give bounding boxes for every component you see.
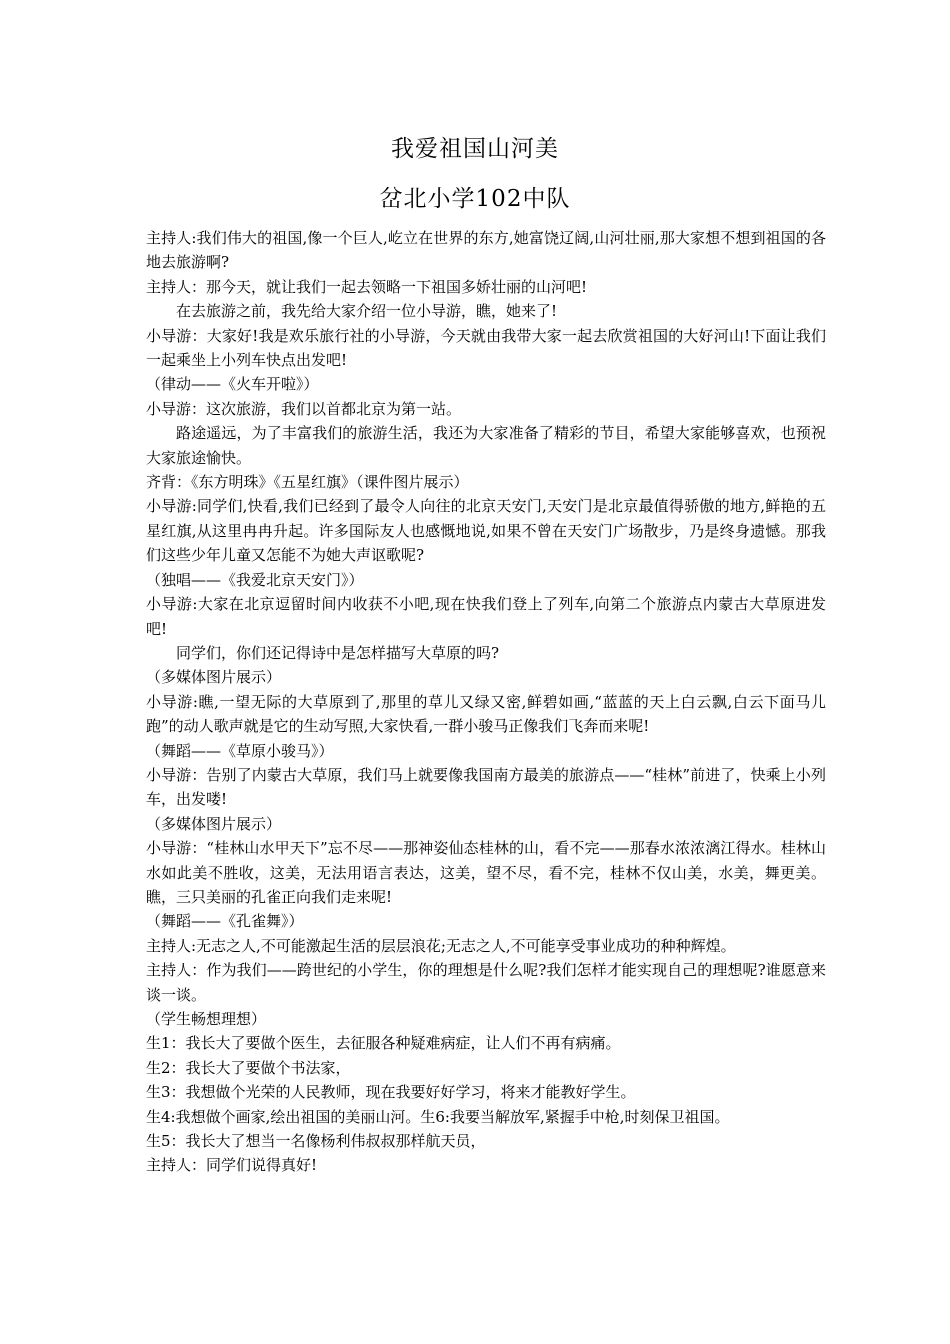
paragraph: 齐背：《东方明珠》《五星红旗》（课件图片展示）: [146, 473, 469, 492]
paragraph: （多媒体图片展示）: [146, 668, 282, 687]
paragraph: 主持人:无志之人,不可能激起生活的层层浪花;无志之人,不可能享受事业成功的种种辉煌。: [146, 936, 736, 955]
paragraph: 小导游：告别了内蒙古大草原，我们马上就要像我国南方最美的旅游点——“桂林”前进了，快乘上小列车，出发喽!: [146, 765, 826, 809]
document-body: [146, 226, 826, 1178]
paragraph: 小导游：大家好!我是欢乐旅行社的小导游，今天就由我带大家一起去欣赏祖国的大好河山!下面让我们一起乘坐上小列车快点出发吧!: [146, 326, 826, 370]
paragraph: （舞蹈——《草原小骏马》）: [146, 741, 334, 760]
document-title: 我爱祖国山河美: [391, 136, 559, 162]
document-subtitle: 岔北小学102中队: [379, 186, 571, 212]
paragraph: 主持人：那今天，就让我们一起去领略一下祖国多娇壮丽的山河吧!: [146, 277, 588, 296]
paragraph: （独唱——《我爱北京天安门》）: [146, 570, 364, 589]
paragraph: 生4:我想做个画家,绘出祖国的美丽山河。生6:我要当解放军,紧握手中枪,时刻保卫祖国。: [146, 1107, 730, 1126]
paragraph: （舞蹈——《孔雀舞》）: [146, 912, 304, 931]
paragraph: 小导游:大家在北京逗留时间内收获不小吧,现在快我们登上了列车,向第二个旅游点内蒙古大草原进发吧!: [146, 595, 826, 638]
paragraph: 小导游：这次旅游，我们以首都北京为第一站。: [146, 399, 462, 418]
paragraph: 小导游:瞧,一望无际的大草原到了,那里的草儿又绿又密,鲜碧如画,“蓝蓝的天上白云飘,白云下面马儿跑”的动人歌声就是它的生动写照,大家快看,一群小骏马正像我们飞奔而来呢!: [146, 692, 826, 736]
paragraph: 生3：我想做个光荣的人民教师，现在我要好好学习，将来才能教好学生。: [146, 1083, 636, 1102]
paragraph: 生5：我长大了想当一名像杨利伟叔叔那样航天员，: [146, 1132, 486, 1151]
paragraph: 小导游：“桂林山水甲天下”忘不尽——那神姿仙态桂林的山，看不完——那春水浓浓漓江得水。桂林山水如此美不胜收，这美，无法用语言表达，这美，望不尽，看不完，桂林不仅山美，水美，舞更美。瞧，三只美丽的孔雀正向我们走来呢!: [146, 839, 826, 906]
paragraph: （多媒体图片展示）: [146, 814, 282, 833]
paragraph: 生1：我长大了要做个医生，去征服各种疑难病症，让人们不再有病痛。: [146, 1034, 621, 1053]
paragraph: 主持人：作为我们——跨世纪的小学生，你的理想是什么呢?我们怎样才能实现自己的理想呢?谁愿意来谈一谈。: [146, 961, 826, 1004]
paragraph: 主持人:我们伟大的祖国,像一个巨人,屹立在世界的东方,她富饶辽阔,山河壮丽,那大家想不想到祖国的各地去旅游啊?: [146, 229, 826, 272]
paragraph: 同学们，你们还记得诗中是怎样描写大草原的吗?: [176, 643, 500, 662]
paragraph: 生2：我长大了要做个书法家，: [146, 1058, 351, 1077]
paragraph: 在去旅游之前，我先给大家介绍一位小导游，瞧，她来了!: [176, 302, 558, 321]
paragraph: 路途遥远，为了丰富我们的旅游生活，我还为大家准备了精彩的节目，希望大家能够喜欢，也预祝大家旅途愉快。: [146, 424, 826, 467]
paragraph: 主持人：同学们说得真好!: [146, 1156, 318, 1175]
paragraph: 小导游:同学们,快看,我们已经到了最令人向往的北京天安门,天安门是北京最值得骄傲的地方,鲜艳的五星红旗,从这里冉冉升起。许多国际友人也感慨地说,如果不曾在天安门广场散步，乃是终身遗憾。那我们这些少年儿童又怎能不为她大声讴歌呢?: [146, 497, 826, 565]
paragraph: （学生畅想理想）: [146, 1010, 267, 1028]
paragraph: （律动——《火车开啦》）: [146, 375, 319, 394]
